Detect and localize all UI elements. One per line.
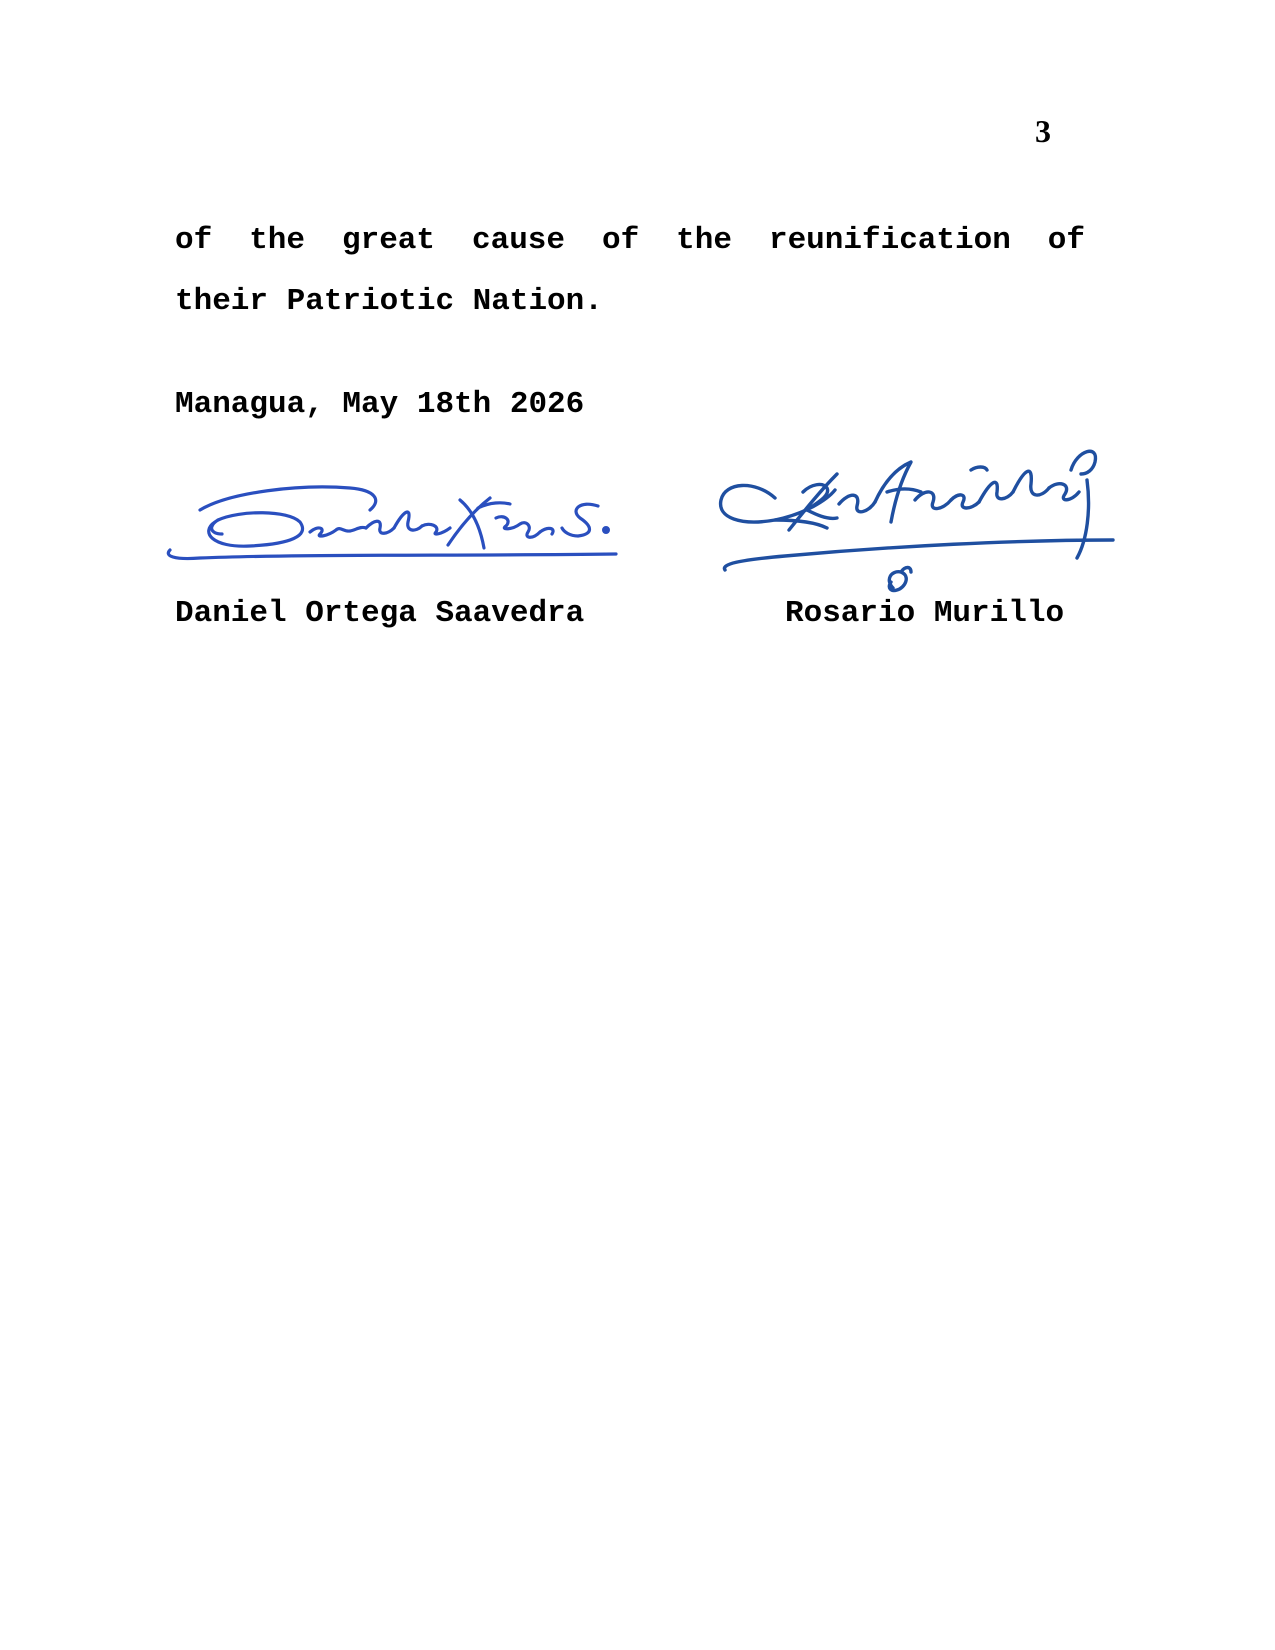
closing-paragraph <box>175 210 1085 332</box>
ortega-signature <box>160 470 650 600</box>
page-number: 3 <box>1035 113 1051 149</box>
murillo-signature <box>715 440 1175 620</box>
place-date: Managua, May 18th 2026 <box>175 387 585 422</box>
signatory-name-ortega: Daniel Ortega Saavedra <box>175 596 585 631</box>
signatory-name-murillo: Rosario Murillo <box>785 596 1065 631</box>
closing-line-1: of the great cause of the reunification of <box>175 223 1085 258</box>
closing-line-2: their Patriotic Nation. <box>175 284 603 319</box>
